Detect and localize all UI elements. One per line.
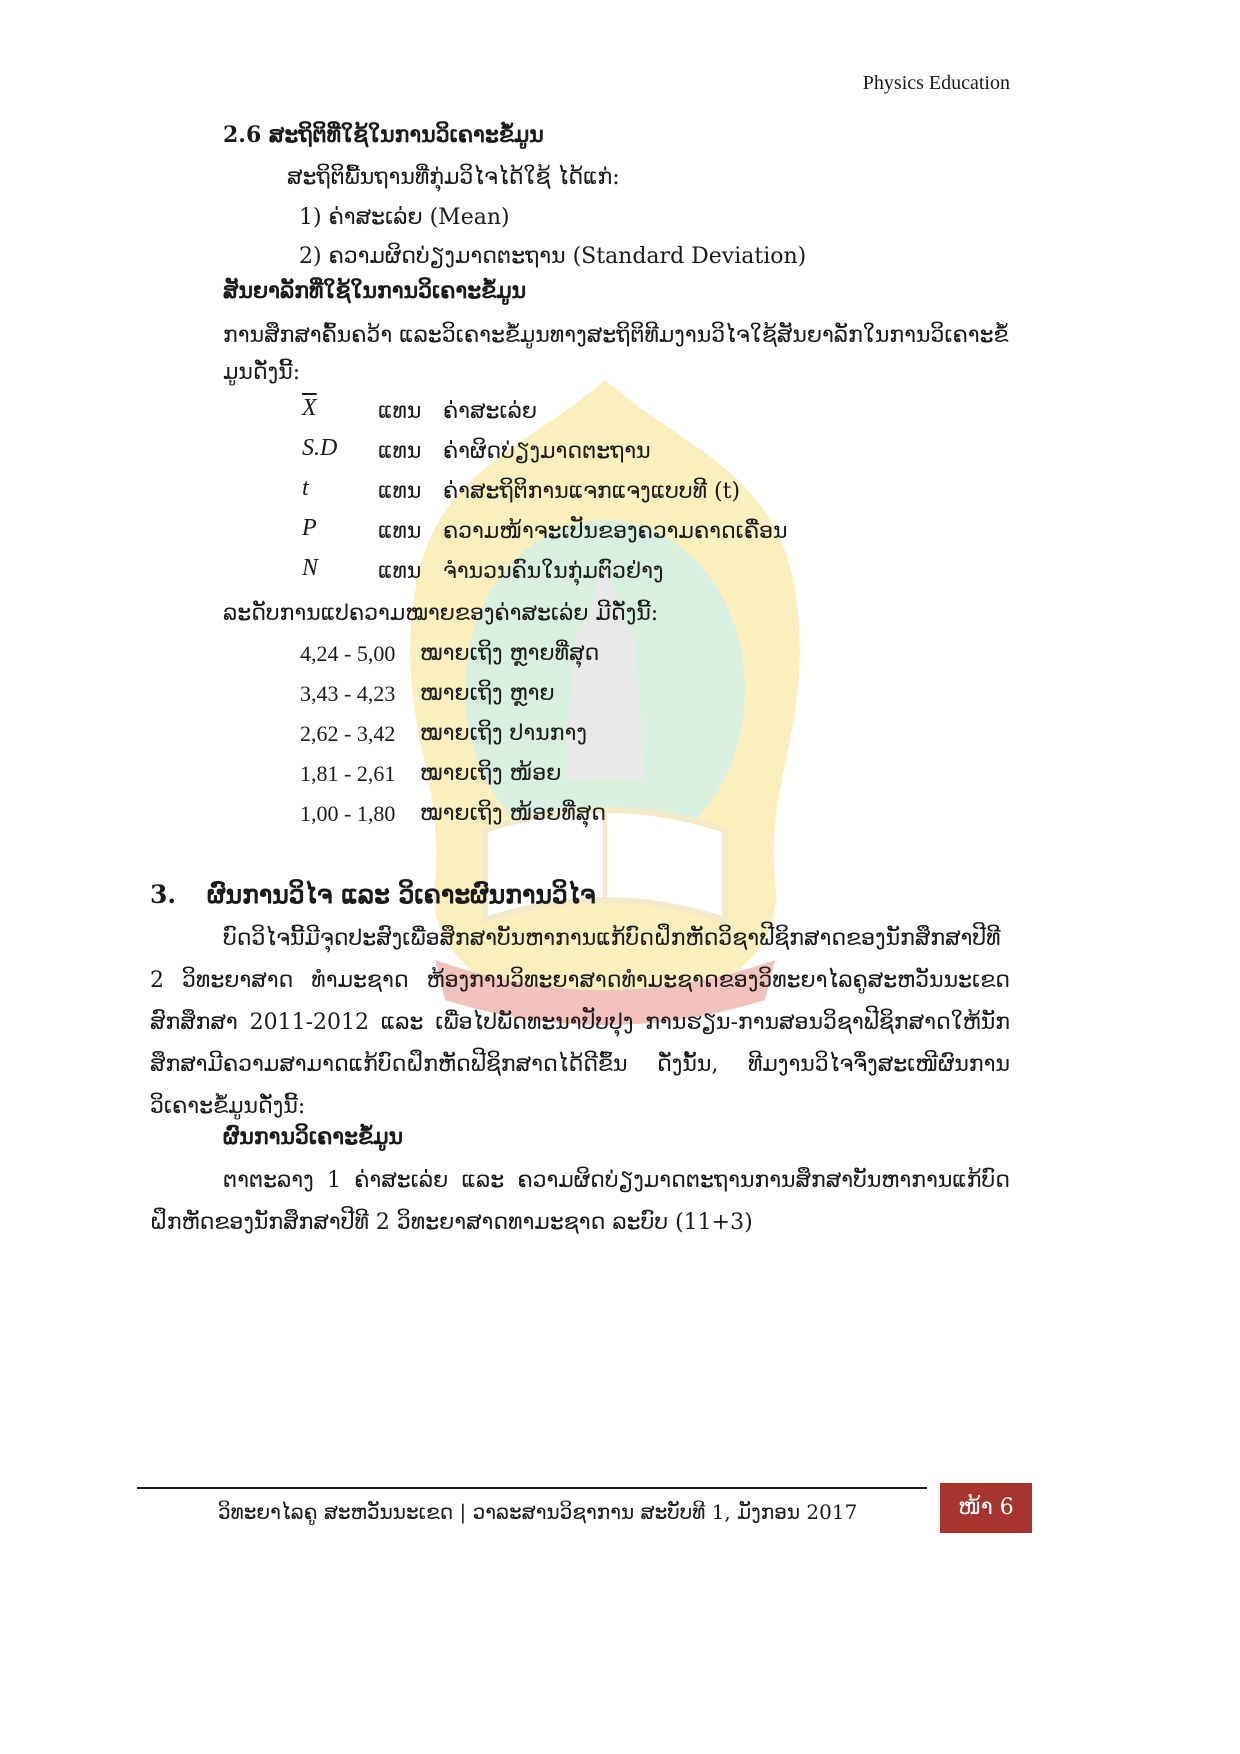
symbol: t [302,475,309,501]
symbol: N [302,555,319,581]
symbol-means: ແທນ [378,399,422,424]
symbols-heading: ສັນຍາລັກທີ່ໃຊ້ໃນການວິເຄາະຂໍ້ມູນ [223,278,527,304]
section-2-6-heading: 2.6 ສະຖິຕິທີ່ໃຊ້ໃນການວິເຄາະຂໍ້ມູນ [223,122,544,148]
level-range: 3,43 - 4,23 [300,681,396,706]
footer-journal: ວິທະຍາໄລຄູ ສະຫວັນນະເຂດ | ວາລະສານວິຊາການ ສະບັບທີ 1, ມັງກອນ 2017 [218,1500,858,1524]
page-number-badge: ໜ້າ 6 [940,1483,1032,1533]
symbol: P [302,515,317,541]
table-caption: ຕາຕະລາງ 1 ຄ່າສະເລ່ຍ ແລະ ຄວາມຜິດບ່ຽງມາດຕະຖານການສຶກສາບັນຫາການແກ້ບົດຝຶກຫັດຂອງນັກສຶກສາປີທີ 2 ວິທະຍາສາດທາມະຊາດ ລະບົບ (11+3) [150,1168,1010,1235]
symbol-meaning: ຄວາມໜ້າຈະເປັນຂອງຄວາມຄາດເຄື່ອນ [443,519,788,544]
symbols-intro-line1: ການສຶກສາຄົ້ນຄວ້າ ແລະວິເຄາະຂໍ້ມູນທາງສະຖິຕິທີມງານວິໄຈໃຊ້ສັນຍາລັກໃນການວິເຄາະຂໍ້ [223,323,1009,348]
level-range: 2,62 - 3,42 [300,721,396,746]
level-meaning: ໝາຍເຖິງ ໜ້ອຍທີ່ສຸດ [420,801,606,826]
statistics-intro: ສະຖິຕິພື້ນຖານທີ່ກຸ່ມວິໄຈໄດ້ໃຊ້ ໄດ້ແກ່: [287,165,620,190]
symbol-meaning: ຄ່າສະຖິຕິການແຈກແຈງແບບທີ (t) [443,479,741,504]
statistics-item: 1) ຄ່າສະເລ່ຍ (Mean) [299,205,510,230]
level-range: 1,00 - 1,80 [300,801,396,826]
symbol-means: ແທນ [378,519,422,544]
section-3-number: 3. [150,880,177,909]
section-3-paragraph: ບົດວິໄຈນີ້ມີຈຸດປະສົງເພື່ອສຶກສາບັນຫາການແກ້ບົດຝຶກຫັດວິຊາຟີຊິກສາດຂອງນັກສຶກສາປີທີ 2 ວິທະຍາສາດ ທຳມະຊາດ ຫ້ອງການວິທະຍາສາດທຳມະຊາດຂອງວິທະຍາໄລຄູສະຫວັນນະເຂດ ສົກສຶກສາ 2011-2012 ແລະ ເພື່ອໄປພັດທະນາປັບປຸງ ການຮຽນ-ການສອນວິຊາຟີຊິກສາດໃຫ້ນັກສຶກສາມີຄວາມສາມາດແກ້ບົດຝຶກຫັດຟີຊິກສາດໄດ້ດີຂຶ້ນ ດັ່ງນັ້ນ, ທີມງານວິໄຈຈຶ່ງສະເໜີຜົນການວິເຄາະຂໍ້ມູນດັ່ງນີ້: [150,926,1010,1119]
results-subheading: ຜົນການວິເຄາະຂໍ້ມູນ [223,1124,404,1150]
level-meaning: ໝາຍເຖິງ ໜ້ອຍ [420,761,562,786]
symbol-meaning: ຄ່າສະເລ່ຍ [443,399,538,424]
symbols-intro-line2: ມູນດັ່ງນີ້: [223,360,301,385]
footer-rule [137,1487,927,1489]
symbol-meaning: ຈຳນວນຄົນໃນກຸ່ມຕົວຢ່າງ [443,559,664,584]
section-3-heading: ຜົນການວິໄຈ ແລະ ວິເຄາະຜົນການວິໄຈ [207,880,596,909]
symbol-meaning: ຄ່າຜິດບ່ຽງມາດຕະຖານ [443,439,651,464]
level-meaning: ໝາຍເຖິງ ຫຼາຍ [420,681,555,706]
symbol-means: ແທນ [378,559,422,584]
level-range: 4,24 - 5,00 [300,641,396,666]
level-meaning: ໝາຍເຖິງ ຫຼາຍທີ່ສຸດ [420,641,600,666]
symbol-means: ແທນ [378,479,422,504]
symbol-means: ແທນ [378,439,422,464]
statistics-item: 2) ຄວາມຜິດບ່ຽງມາດຕະຖານ (Standard Deviation) [299,244,807,269]
symbol: $\overline{X}$ [302,395,317,421]
running-header: Physics Education [862,72,1010,94]
symbol: S.D [302,435,338,461]
levels-intro: ລະດັບການແປຄວາມໝາຍຂອງຄ່າສະເລ່ຍ ມີດັ່ງນີ້: [223,601,659,626]
level-range: 1,81 - 2,61 [300,761,396,786]
level-meaning: ໝາຍເຖິງ ປານກາງ [420,721,587,746]
